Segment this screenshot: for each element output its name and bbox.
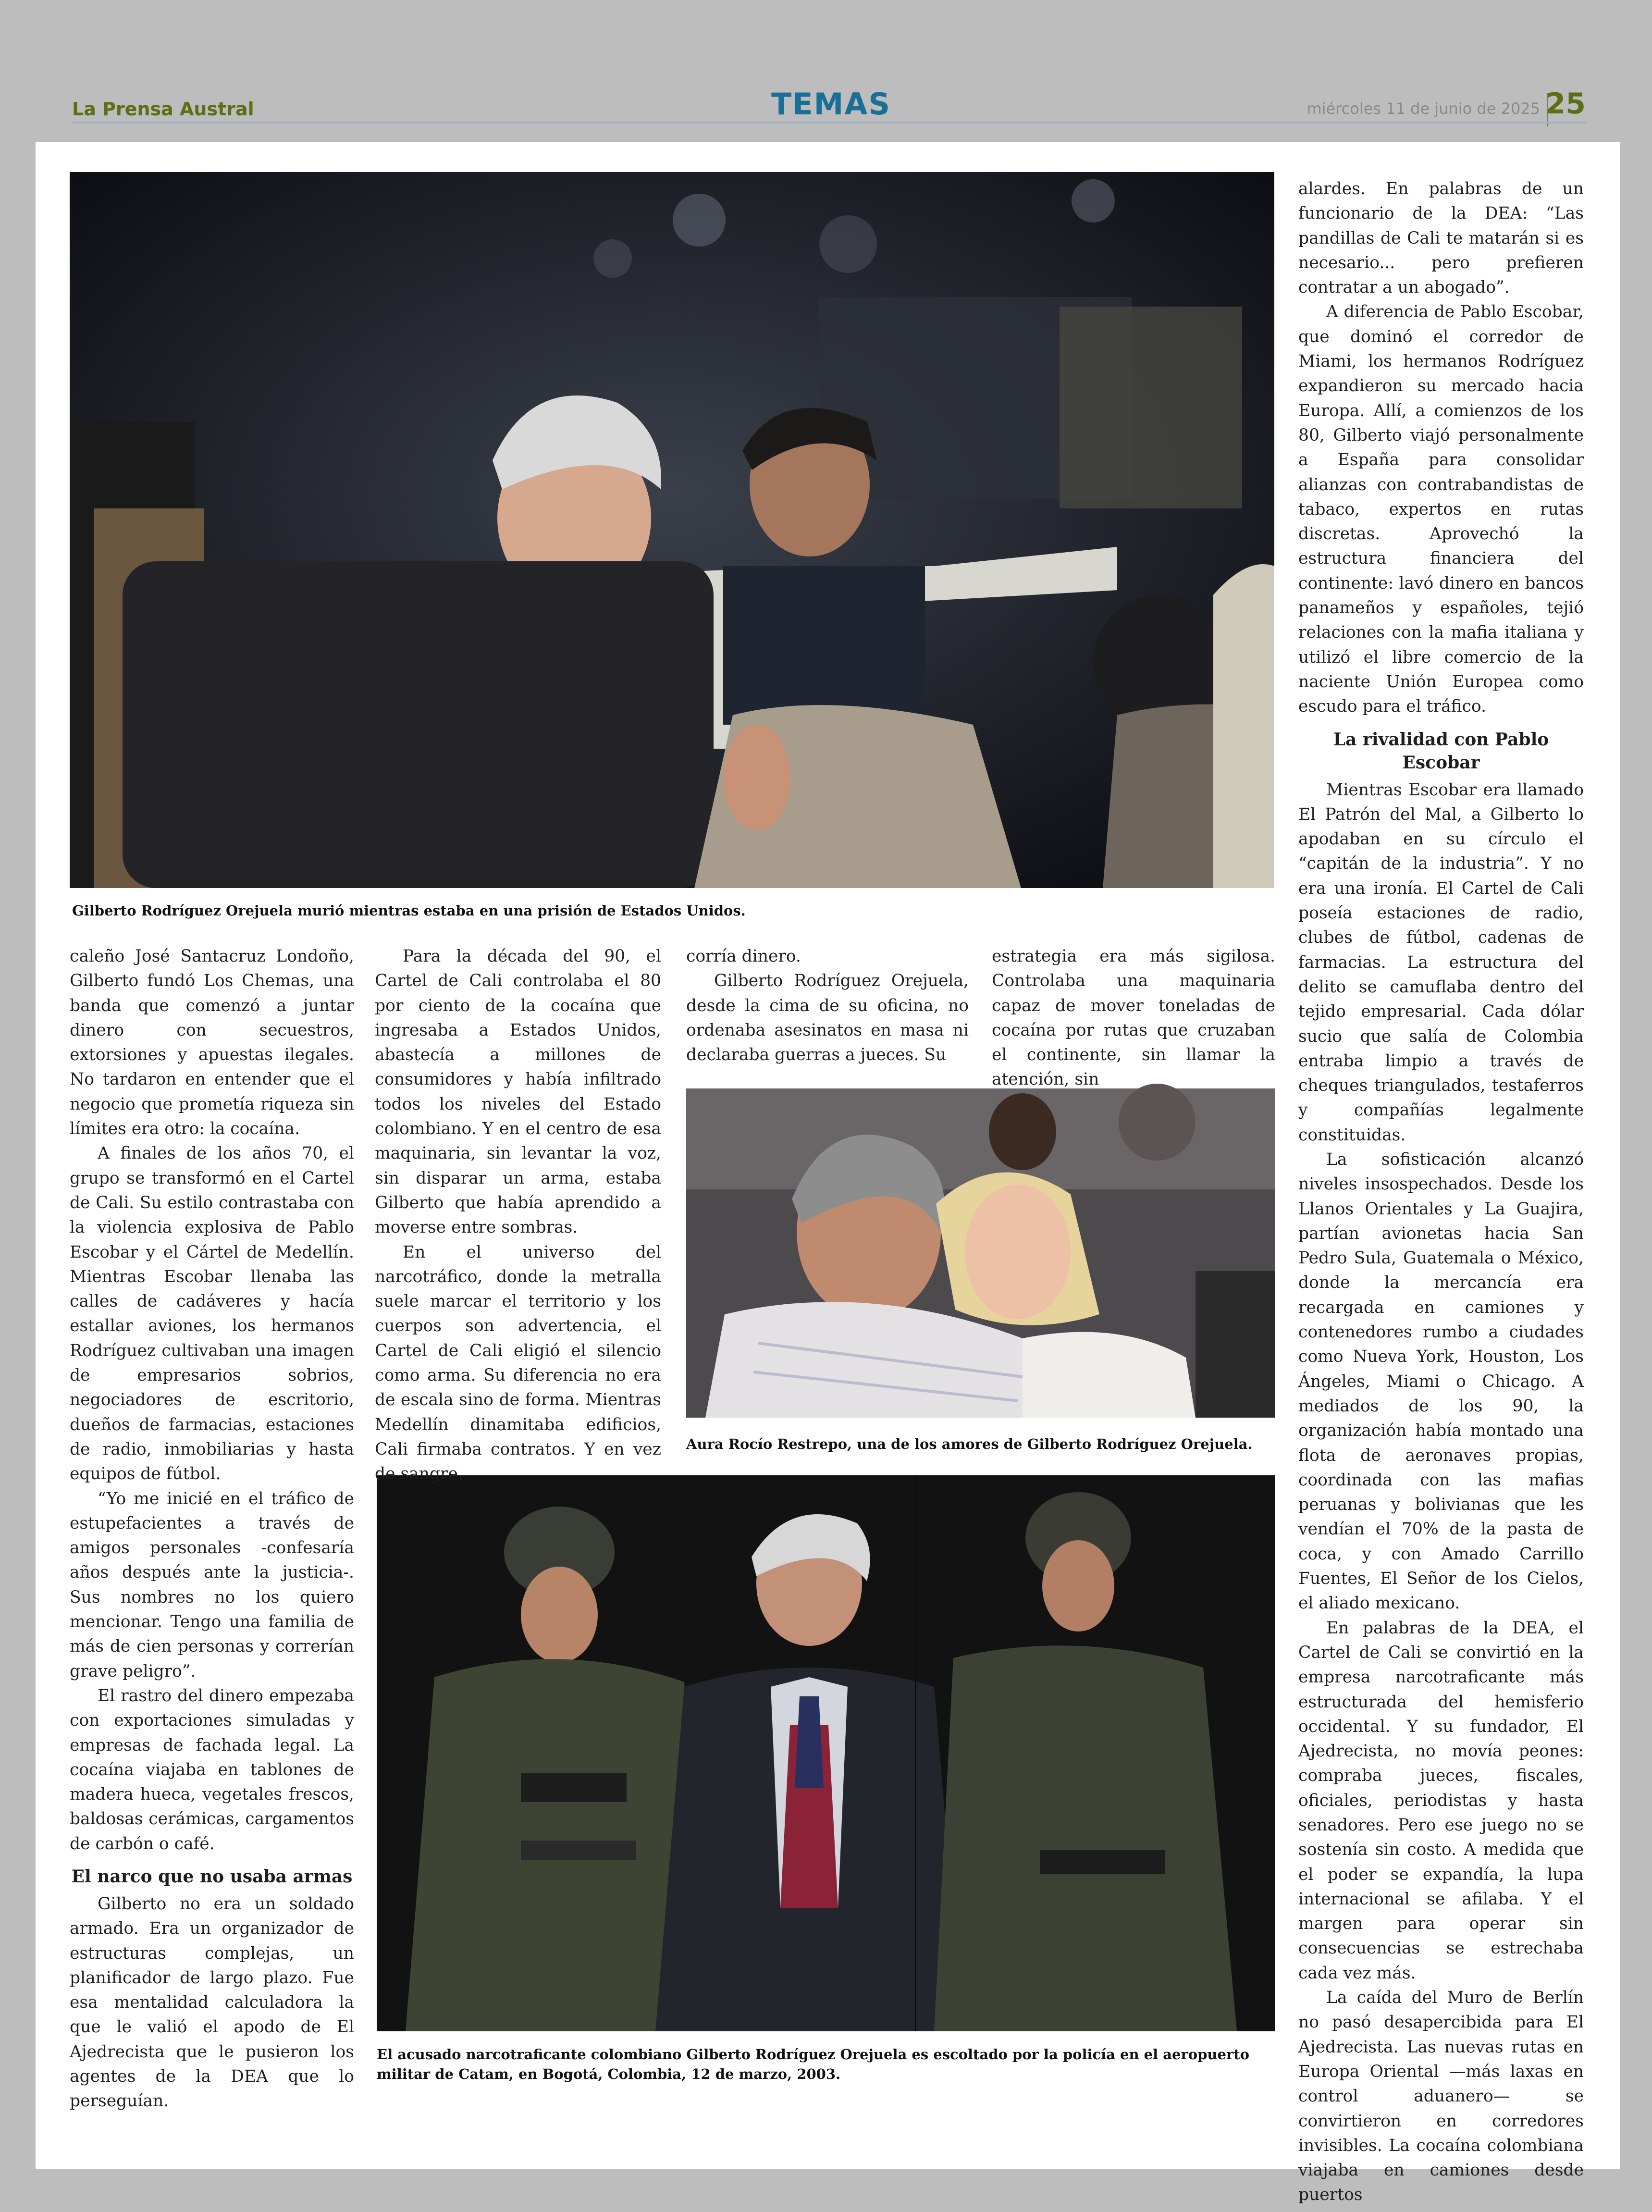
header-rule bbox=[72, 122, 1586, 124]
page-header bbox=[72, 84, 1586, 127]
paragraph: Para la década del 90, el Cartel de Cali controlaba el 80 por ciento de la cocaína que ingresaba a Estados Unidos, abastecía a millones de consumidores y había infiltrado todos los niveles del Estado colombiano. Y en el centro de esa maquinaria, sin levantar la voz, sin disparar un arma, estaba Gilberto que había aprendido a moverse entre sombras. bbox=[375, 947, 661, 1237]
top-photo-caption: Gilberto Rodríguez Orejuela murió mientras estaba en una prisión de Estados Unidos. bbox=[72, 902, 746, 919]
paragraph: Mientras Escobar era llamado El Patrón del Mal, a Gilberto lo apodaban en su círculo el “capitán de la industria”. Y no era una ironía. El Cartel de Cali poseía estaciones de radio, clubes de fútbol, cadenas de farmacias. La estructura del delito se camuflaba dentro del tejido empresarial. Cada dólar sucio que salía de Colombia entraba limpio a través de cheques triangulados, testaferros y compañías legalmente constituidas. bbox=[1298, 780, 1584, 1145]
subheading: El narco que no usaba armas bbox=[71, 1866, 353, 1887]
article-column-5 bbox=[1298, 177, 1584, 2205]
paragraph: Gilberto no era un soldado armado. Era un organizador de estructuras complejas, un planificador de largo plazo. Fue esa mentalidad calculadora la que le valió el apodo de El Ajedrecista que le pusieron los agentes de la DEA que lo perseguían. bbox=[70, 1894, 354, 2111]
article-column-3 bbox=[686, 944, 969, 1069]
photo-police-escort bbox=[377, 1475, 1275, 2031]
paragraph: A finales de los años 70, el grupo se transformó en el Cartel de Cali. Su estilo contrastaba con la violencia explosiva de Pablo Escobar y el Cártel de Medellín. Mientras Escobar llenaba las calles de cadáveres y hacía estallar aviones, los hermanos Rodríguez cultivaban una imagen de empresarios sobrios, negociadores de escritorio, dueños de farmacias, estaciones de radio, inmobiliarias y hasta equipos de fútbol. bbox=[70, 1144, 354, 1484]
paragraph: En palabras de la DEA, el Cartel de Cali se convirtió en la empresa narcotraficante más estructurada del hemisferio occidental. Y su fundador, El Ajedrecista, no movía peones: compraba jueces, fiscales, oficiales, periodistas y hasta senadores. Pero ese juego no se sostenía sin costo. A medida que el poder se expandía, la lupa internacional se afilaba. Y el margen para operar sin consecuencias se estrechaba cada vez más. bbox=[1298, 1618, 1584, 1983]
paragraph: La sofisticación alcanzó niveles insospechados. Desde los Llanos Orientales y La Guajira, partían avionetas hacia San Pedro Sula, Guatemala o México, donde la mercancía era recargada en camiones y contenedores rumbo a ciudades como Nueva York, Houston, Los Ángeles, Miami o Chicago. A mediados de los 90, la organización había montado una flota de aeronaves propias, coordinada con las mafias peruanas y bolivianas que les vendían el 70% de la pasta de coca, y con Amado Carrillo Fuentes, El Señor de los Cielos, el aliado mexicano. bbox=[1298, 1149, 1584, 1613]
photo-couple bbox=[686, 1088, 1275, 1418]
paragraph: alardes. En palabras de un funcionario de la DEA: “Las pandillas de Cali te matarán si es necesario... pero prefieren contratar a un abogado”. bbox=[1298, 179, 1584, 297]
bottom-photo-caption: El acusado narcotraficante colombiano Gilberto Rodríguez Orejuela es escoltado por la policía en el aeropuerto militar de Catam, en Bogotá, Colombia, 12 de marzo, 2003. bbox=[377, 2046, 1249, 2082]
photo-car-interior bbox=[70, 172, 1274, 888]
section-title: TEMAS bbox=[771, 87, 891, 122]
article-column-4 bbox=[992, 944, 1275, 1089]
article-column-2 bbox=[375, 944, 661, 1484]
paragraph: corría dinero. bbox=[686, 947, 801, 966]
article-column-1 bbox=[70, 944, 354, 2131]
paragraph: El rastro del dinero empezaba con exportaciones simuladas y empresas de fachada legal. La cocaína viajaba en tablones de madera hueca, vegetales frescos, baldosas cerámicas, cargamentos de carbón o café. bbox=[70, 1686, 354, 1854]
middle-photo-caption: Aura Rocío Restrepo, una de los amores de Gilberto Rodríguez Orejuela. bbox=[686, 1436, 1253, 1452]
paragraph: “Yo me inicié en el tráfico de estupefacientes a través de amigos personales -confesaría años después ante la justicia-. Sus nombres no los quiero mencionar. Tengo una familia de más de cien personas y correrían grave peligro”. bbox=[70, 1489, 354, 1681]
paragraph: estrategia era más sigilosa. Controlaba una maquinaria capaz de mover toneladas de cocaína por rutas que cruzaban el continente, sin llamar la atención, sin bbox=[992, 947, 1275, 1089]
page-number: 25 bbox=[1545, 87, 1586, 121]
paragraph: En el universo del narcotráfico, donde la metralla suele marcar el territorio y los cuerpos son advertencia, el Cartel de Cali eligió el silencio como arma. Su diferencia no era de escala sino de forma. Mientras Medellín dinamitaba edificios, Cali firmaba contratos. Y en vez de sangre, bbox=[375, 1242, 661, 1484]
dateline: miércoles 11 de junio de 2025 bbox=[1307, 99, 1540, 118]
masthead: La Prensa Austral bbox=[72, 99, 254, 120]
paragraph: La caída del Muro de Berlín no pasó desapercibida para El Ajedrecista. Las nuevas rutas en Europa Oriental —más laxas en control aduanero— se convirtieron en corredores invisibles. La cocaína colombiana viajaba en camiones desde puertos bbox=[1298, 1988, 1584, 2205]
subheading: La rivalidad con Pablo Escobar bbox=[1333, 729, 1549, 773]
paragraph: Gilberto Rodríguez Orejuela, desde la cima de su oficina, no ordenaba asesinatos en masa ni declaraba guerras a jueces. Su bbox=[686, 971, 969, 1065]
paragraph: caleño José Santacruz Londoño, Gilberto fundó Los Chemas, una banda que comenzó a juntar dinero con secuestros, extorsiones y apuestas ilegales. No tardaron en entender que el negocio que prometía riqueza sin límites era otro: la cocaína. bbox=[70, 947, 354, 1139]
paragraph: A diferencia de Pablo Escobar, que dominó el corredor de Miami, los hermanos Rodríguez expandieron su mercado hacia Europa. Allí, a comienzos de los 80, Gilberto viajó personalmente a España para consolidar alianzas con contrabandistas de tabaco, expertos en rutas discretas. Aprovechó la estructura financiera del continente: lavó dinero en bancos panameños y españoles, tejió relaciones con la mafia italiana y utilizó el libre comercio de la naciente Unión Europea como escudo para el tráfico. bbox=[1298, 302, 1584, 717]
